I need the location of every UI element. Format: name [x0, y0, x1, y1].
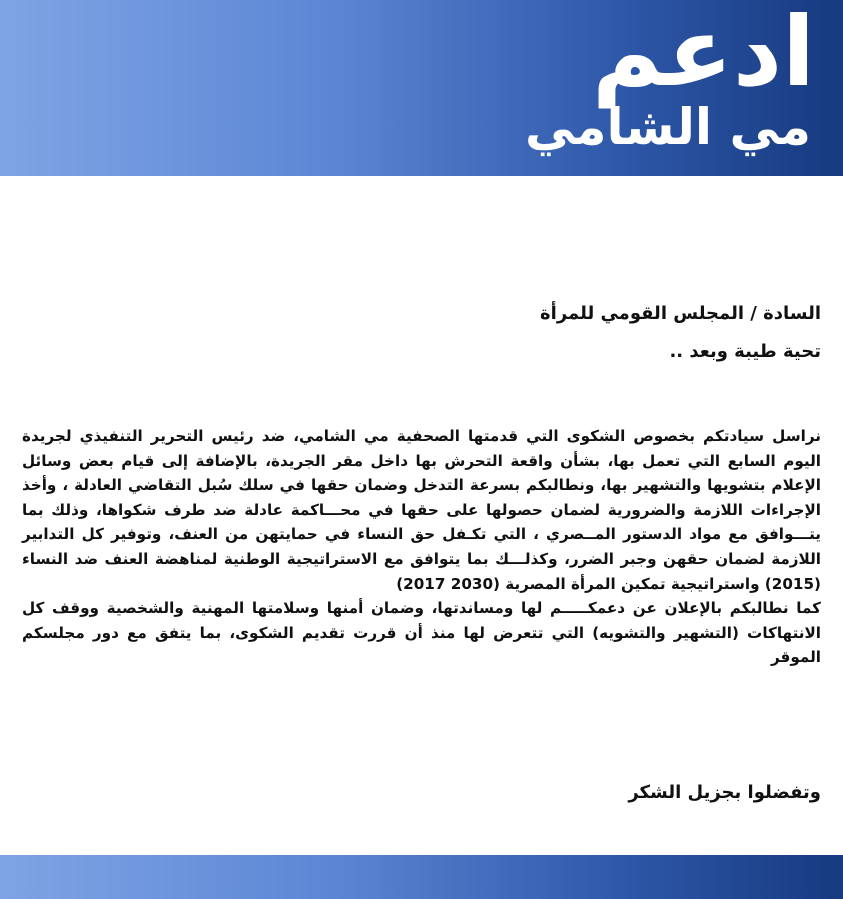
letter-paragraph-1: نراسل سيادتكم بخصوص الشكوى التي قدمتها الصحفية مي الشامي، ضد رئيس التحرير التنفيذي لجريدة اليوم السابع التي تعمل بها، بشأن واقعة التحرش بها داخل مقر الجريدة، بالإضافة إلى قيام بعض وسائل الإعلام بتشويها والتشهير بها، ونطالبكم بسرعة التدخل وضمان حقها في سلك سُبل التقاضي العادلة ، وأخذ الإجراءات اللازمة والضرورية لضمان حصولها على حقها في محـــاكمة عادلة ضد طرف شكواها، وذلك بما يتـــوافق مع مواد الدستور المــصري ، التي تكـفل حق النساء في حمايتهن من العنف، وتوفير كل التدابير اللازمة لضمان حقهن وجبر الضرر، وكذلـــك بما يتوافق مع الاستراتيجية الوطنية لمناهضة العنف ضد النساء (2015) واستراتيجية تمكين المرأة المصرية (2030 2017)	[22, 427, 821, 593]
letter-greeting: تحية طيبة وبعد ..	[669, 341, 821, 362]
footer-banner	[0, 855, 843, 899]
letter-closing: وتفضلوا بجزيل الشكر	[628, 782, 821, 803]
campaign-title-line2: مي الشامي	[524, 98, 811, 156]
header-banner	[0, 0, 843, 176]
campaign-title-line1: ادعم	[591, 0, 815, 108]
letter-salutation: السادة / المجلس القومي للمرأة	[540, 303, 821, 324]
letter-paragraphs	[22, 424, 821, 670]
campaign-title	[455, 0, 815, 156]
letter-paragraph-2: كما نطالبكم بالإعلان عن دعمكـــــم لها ومساندتها، وضمان أمنها وسلامتها المهنية والشخصية ووقف كل الانتهاكات (التشهير والتشويه) التي تتعرض لها منذ أن قررت تقديم الشكوى، بما يتفق مع دور مجلسكم الموقر	[22, 599, 821, 667]
